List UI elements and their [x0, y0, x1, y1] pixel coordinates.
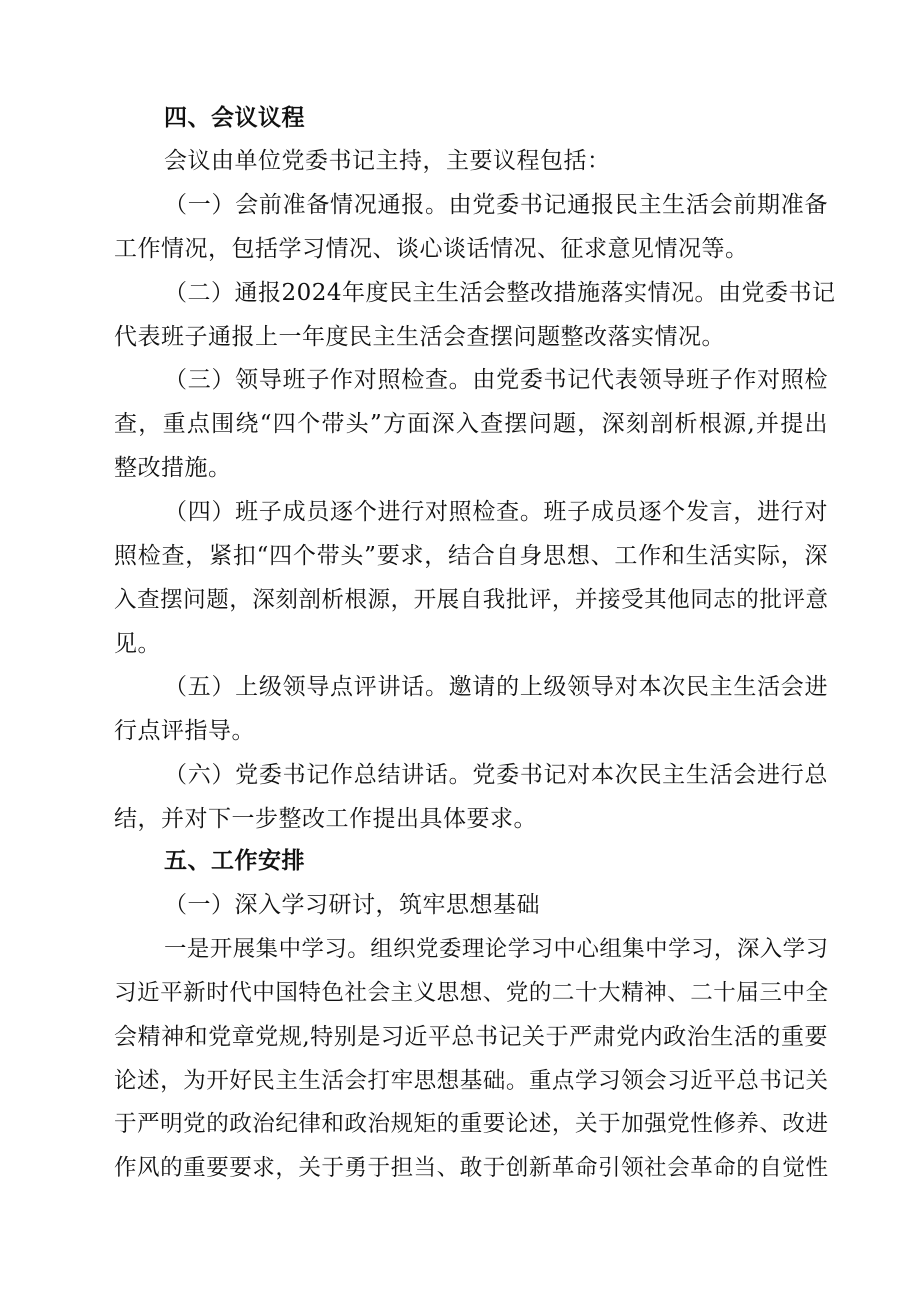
agenda-item-1-line-2: 工作情况，包括学习情况、谈心谈话情况、征求意见情况等。: [114, 236, 749, 262]
work-para-line-6: 作风的重要要求，关于勇于担当、敢于创新革命引领社会革命的自觉性: [114, 1155, 828, 1181]
agenda-item-5-line-1: （五）上级领导点评讲话。邀请的上级领导对本次民主生活会进: [164, 674, 828, 700]
section-heading-agenda: 四、会议议程: [164, 105, 305, 131]
work-para-line-3: 会精神和党章党规,特别是习近平总书记关于严肃党内政治生活的重要: [114, 1024, 828, 1050]
work-para-line-5: 于严明党的政治纪律和政治规矩的重要论述，关于加强党性修养、改进: [114, 1111, 828, 1137]
agenda-intro: 会议由单位党委书记主持，主要议程包括：: [164, 148, 611, 174]
work-para-line-2: 习近平新时代中国特色社会主义思想、党的二十大精神、二十届三中全: [114, 980, 828, 1006]
work-para-line-4: 论述，为开好民主生活会打牢思想基础。重点学习领会习近平总书记关: [114, 1068, 828, 1094]
agenda-item-4-line-3: 入查摆问题，深刻剖析根源，开展自我批评，并接受其他同志的批评意: [114, 587, 828, 613]
agenda-item-1-line-1: （一）会前准备情况通报。由党委书记通报民主生活会前期准备: [164, 192, 828, 218]
agenda-item-3-line-1: （三）领导班子作对照检查。由党委书记代表领导班子作对照检: [164, 367, 828, 393]
section-heading-work-arrangement: 五、工作安排: [164, 848, 305, 874]
agenda-item-3-line-3: 整改措施。: [114, 455, 232, 481]
agenda-item-6-line-1: （六）党委书记作总结讲话。党委书记对本次民主生活会进行总: [164, 762, 828, 788]
agenda-item-6-line-2: 结，并对下一步整改工作提出具体要求。: [114, 806, 537, 832]
agenda-item-4-line-2: 照检查，紧扣“四个带头”要求，结合自身思想、工作和生活实际，深: [114, 543, 828, 569]
agenda-item-3-line-2: 查，重点围绕“四个带头”方面深入查摆问题，深刻剖析根源,并提出: [114, 411, 828, 437]
agenda-item-5-line-2: 行点评指导。: [114, 718, 255, 744]
work-para-line-1: 一是开展集中学习。组织党委理论学习中心组集中学习，深入学习: [164, 936, 828, 962]
agenda-item-4-line-1: （四）班子成员逐个进行对照检查。班子成员逐个发言，进行对: [164, 499, 828, 525]
agenda-item-4-line-4: 见。: [114, 631, 161, 657]
agenda-item-2-line-1: （二）通报2024年度民主生活会整改措施落实情况。由党委书记: [164, 280, 836, 306]
work-subtitle-1: （一）深入学习研讨，筑牢思想基础: [164, 892, 540, 918]
agenda-item-2-line-2: 代表班子通报上一年度民主生活会查摆问题整改落实情况。: [114, 324, 725, 350]
